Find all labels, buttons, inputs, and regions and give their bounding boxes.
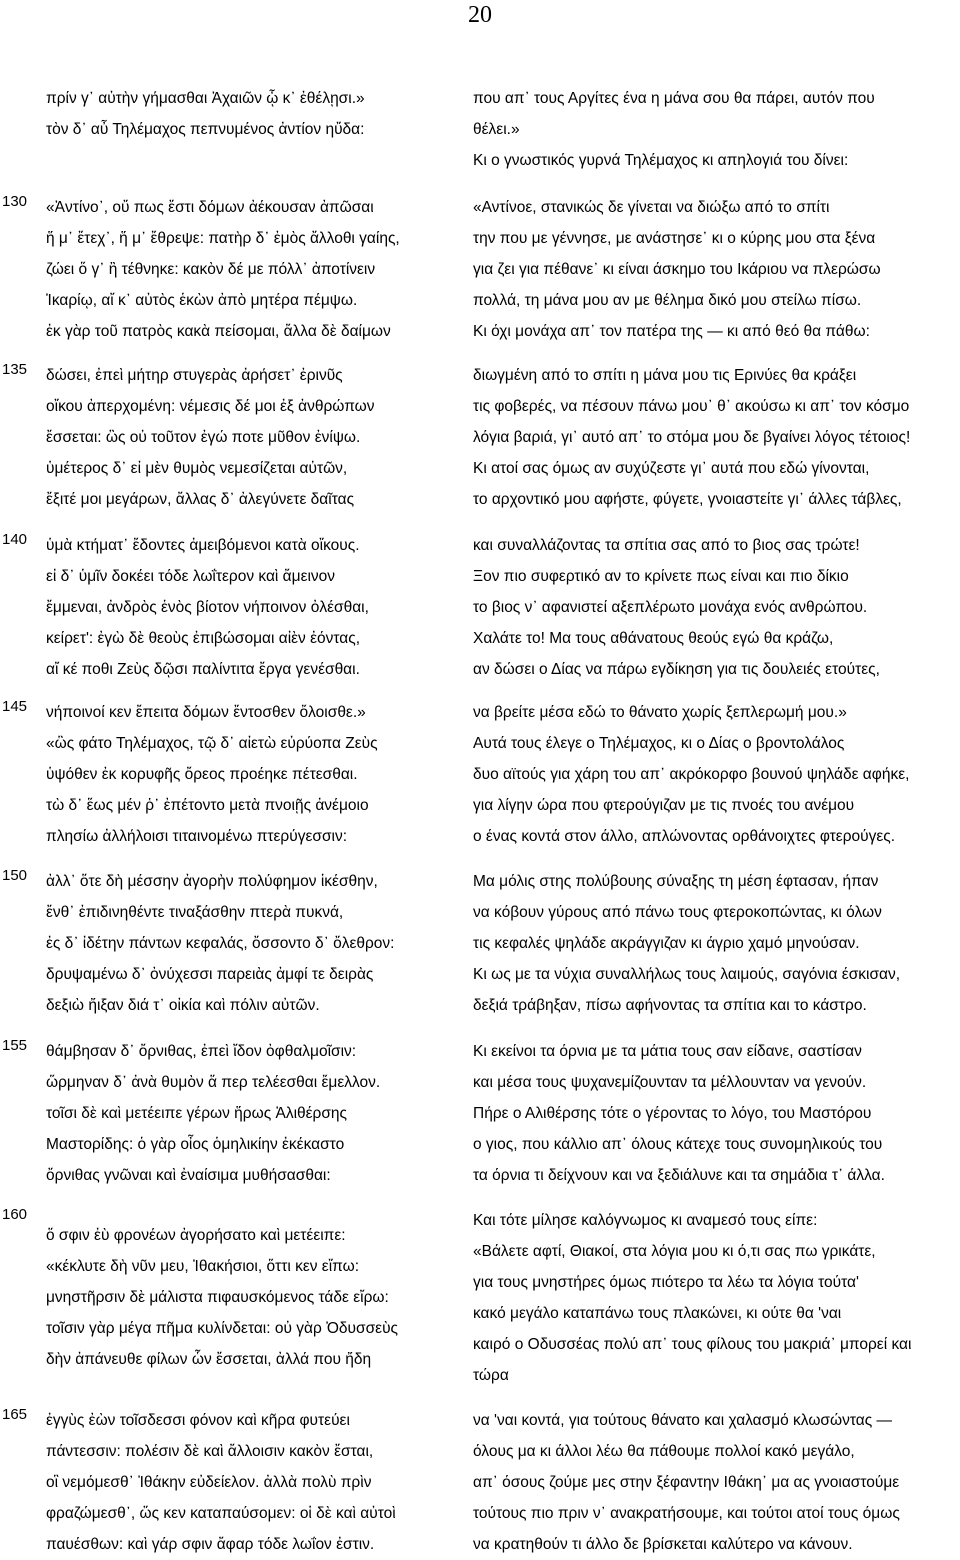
ancient-greek-line: τὼ δ᾽ ἕως μέν ῥ᾽ ἐπέτοντο μετὰ πνοιῇς ἀνέμοιο bbox=[46, 797, 369, 814]
ancient-greek-line: ὥρμηναν δ᾽ ἀνὰ θυμὸν ἅ περ τελέεσθαι ἔμελλον. bbox=[46, 1074, 381, 1091]
line-number: 165 bbox=[2, 1406, 28, 1423]
modern-greek-line: Κι εκείνοι τα όρνια με τα μάτια τους σαν είδανε, σαστίσαν bbox=[473, 1043, 862, 1060]
ancient-greek-line: πρίν γ᾽ αὐτὴν γήμασθαι Ἀχαιῶν ᾧ κ᾽ ἐθέλῃσι.» bbox=[46, 90, 365, 107]
ancient-greek-line: τοῖσιν γὰρ μέγα πῆμα κυλίνδεται: οὐ γὰρ Ὀδυσσεὺς bbox=[46, 1320, 399, 1337]
ancient-greek-line: Ἰκαρίῳ, αἴ κ᾽ αὐτὸς ἑκὼν ἀπὸ μητέρα πέμψω. bbox=[46, 292, 358, 309]
ancient-greek-line: τὸν δ᾽ αὖ Τηλέμαχος πεπνυμένος ἀντίον ηὔδα: bbox=[46, 121, 365, 138]
ancient-greek-line: τοῖσι δὲ καὶ μετέειπε γέρων ἥρως Ἁλιθέρσης bbox=[46, 1105, 348, 1122]
ancient-greek-line: ζώει ὅ γ᾽ ἢ τέθνηκε: κακὸν δέ με πόλλ᾽ ἀποτίνειν bbox=[46, 261, 376, 278]
modern-greek-line: απ᾽ όσους ζούμε μες στην ξέφαντην Ιθάκη᾽ μα ας γνοιαστούμε bbox=[473, 1474, 900, 1491]
modern-greek-column bbox=[473, 360, 953, 515]
ancient-greek-line: ἐγγὺς ἐὼν τοῖσδεσσι φόνον καὶ κῆρα φυτεύει bbox=[46, 1412, 350, 1429]
modern-greek-line: «Βάλετε αφτί, Θιακοί, στα λόγια μου κι ό,τι σας πω γρικάτε, bbox=[473, 1243, 876, 1260]
ancient-greek-column bbox=[46, 697, 466, 852]
ancient-greek-line: θάμβησαν δ᾽ ὄρνιθας, ἐπεὶ ἴδον ὀφθαλμοῖσιν: bbox=[46, 1043, 357, 1060]
modern-greek-line: και συναλλάζοντας τα σπίτια σας από το βιος σας τρώτε! bbox=[473, 537, 860, 554]
modern-greek-line: Μα μόλις στης πολύβουης σύναξης τη μέση έφτασαν, ήπαν bbox=[473, 873, 879, 890]
modern-greek-line: πολλά, τη μάνα μου αν με θέλημα δικό μου στείλω πίσω. bbox=[473, 292, 862, 309]
ancient-greek-column bbox=[46, 1036, 466, 1191]
ancient-greek-line: παυέσθων: καὶ γάρ σφιν ἄφαρ τόδε λωΐον ἐστιν. bbox=[46, 1536, 375, 1553]
modern-greek-line: τούτους πιο πριν ν᾽ ανακρατήσουμε, και τούτοι ατοί τους όμως bbox=[473, 1505, 900, 1522]
ancient-greek-line: ἀλλ᾽ ὅτε δὴ μέσσην ἀγορὴν πολύφημον ἱκέσθην, bbox=[46, 873, 378, 890]
modern-greek-line: Κι ως με τα νύχια συναλλήλως τους λαιμούς, σαγόνια έσκισαν, bbox=[473, 966, 901, 983]
modern-greek-line: Κι ο γνωστικός γυρνά Τηλέμαχος κι απηλογιά του δίνει: bbox=[473, 152, 849, 169]
modern-greek-column bbox=[473, 697, 953, 852]
modern-greek-column bbox=[473, 83, 953, 176]
modern-greek-line: Χαλάτε το! Μα τους αθάνατους θεούς εγώ θα κράζω, bbox=[473, 630, 834, 647]
ancient-greek-line: ἐκ γὰρ τοῦ πατρὸς κακὰ πείσομαι, ἄλλα δὲ δαίμων bbox=[46, 323, 391, 340]
ancient-greek-line: «Ἀντίνο᾽, οὔ πως ἔστι δόμων ἀέκουσαν ἀπῶσαι bbox=[46, 199, 374, 216]
ancient-greek-column bbox=[46, 1405, 466, 1560]
modern-greek-line: να 'ναι κοντά, για τούτους θάνατο και χαλασμό κλωσώντας — bbox=[473, 1412, 892, 1429]
modern-greek-line: το βιος ν᾽ αφανιστεί αξεπλέρωτο μονάχα ενός ανθρώπου. bbox=[473, 599, 868, 616]
ancient-greek-column bbox=[46, 192, 466, 347]
modern-greek-line: Κι όχι μονάχα απ᾽ τον πατέρα της — κι από θεό θα πάθω: bbox=[473, 323, 870, 340]
ancient-greek-line: πάντεσσιν: πολέσιν δὲ καὶ ἄλλοισιν κακὸν ἔσται, bbox=[46, 1443, 374, 1460]
ancient-greek-line: κείρετ': ἐγὼ δὲ θεοὺς ἐπιβώσομαι αἰὲν ἐόντας, bbox=[46, 630, 361, 647]
modern-greek-line: Και τότε μίλησε καλόγνωμος κι αναμεσό τους είπε: bbox=[473, 1212, 818, 1229]
modern-greek-line: «Αντίνοε, στανικώς δε γίνεται να διώξω από το σπίτι bbox=[473, 199, 830, 216]
line-number: 135 bbox=[2, 361, 28, 378]
ancient-greek-line: πλησίω ἀλλήλοισι τιταινομένω πτερύγεσσιν: bbox=[46, 828, 348, 845]
modern-greek-line: θέλει.» bbox=[473, 121, 520, 138]
modern-greek-line: να βρείτε μέσα εδώ το θάνατο χωρίς ξεπλερωμή μου.» bbox=[473, 704, 847, 721]
ancient-greek-line: ὑψόθεν ἐκ κορυφῆς ὄρεος προέηκε πέτεσθαι. bbox=[46, 766, 358, 783]
ancient-greek-column bbox=[46, 1220, 466, 1375]
ancient-greek-line: μνηστῆρσιν δὲ μάλιστα πιφαυσκόμενος τάδε εἴρω: bbox=[46, 1289, 389, 1306]
modern-greek-column bbox=[473, 866, 953, 1021]
modern-greek-line: την που με γέννησε, με ανάστησε᾽ κι ο κύρης μου στα ξένα bbox=[473, 230, 876, 247]
modern-greek-column bbox=[473, 1205, 953, 1391]
ancient-greek-line: ὄρνιθας γνῶναι καὶ ἐναίσιμα μυθήσασθαι: bbox=[46, 1167, 331, 1184]
line-number: 145 bbox=[2, 698, 28, 715]
modern-greek-column bbox=[473, 530, 953, 685]
modern-greek-line: που απ᾽ τους Αργίτες ένα η μάνα σου θα πάρει, αυτόν που bbox=[473, 90, 875, 107]
modern-greek-line: ο γιος, που κάλλιο απ᾽ όλους κάτεχε τους συνομηλικούς του bbox=[473, 1136, 883, 1153]
modern-greek-line: Κι ατοί σας όμως αν συχύζεστε γι᾽ αυτά που εδώ γίνονται, bbox=[473, 460, 870, 477]
modern-greek-line: για τους μνηστήρες όμως πιότερο τα λέω τα λόγια τούτα' bbox=[473, 1274, 859, 1291]
modern-greek-line: διωγμένη από το σπίτι η μάνα μου τις Ερινύες θα κράξει bbox=[473, 367, 857, 384]
modern-greek-line: δυο αϊτούς για χάρη του απ᾽ ακρόκορφο βουνού ψηλάδε αφήκε, bbox=[473, 766, 910, 783]
ancient-greek-line: νήποινοί κεν ἔπειτα δόμων ἔντοσθεν ὄλοισθε.» bbox=[46, 704, 366, 721]
modern-greek-line: όλους μα κι άλλοι λέω θα πάθουμε πολλοί κακό μεγάλο, bbox=[473, 1443, 855, 1460]
line-number: 140 bbox=[2, 531, 28, 548]
modern-greek-column bbox=[473, 192, 953, 347]
ancient-greek-line: ἔσσεται: ὣς οὐ τοῦτον ἐγώ ποτε μῦθον ἐνίψω. bbox=[46, 429, 361, 446]
modern-greek-line: για ζει για πέθανε᾽ κι είναι άσκημο του Ικάριου να πλερώσω bbox=[473, 261, 881, 278]
modern-greek-line: τώρα bbox=[473, 1367, 509, 1384]
modern-greek-line: αν δώσει ο Δίας να πάρω εγδίκηση για τις δουλειές ετούτες, bbox=[473, 661, 880, 678]
modern-greek-line: να κρατηθούν τι άλλο δε βρίσκεται καλύτερο να κάνουν. bbox=[473, 1536, 853, 1553]
ancient-greek-line: ἔνθ᾽ ἐπιδινηθέντε τιναξάσθην πτερὰ πυκνά, bbox=[46, 904, 344, 921]
ancient-greek-column bbox=[46, 866, 466, 1021]
ancient-greek-line: ἐς δ᾽ ἰδέτην πάντων κεφαλάς, ὄσσοντο δ᾽ ὄλεθρον: bbox=[46, 935, 395, 952]
ancient-greek-line: ὑμὰ κτήματ᾽ ἔδοντες ἀμειβόμενοι κατὰ οἴκους. bbox=[46, 537, 360, 554]
line-number: 150 bbox=[2, 867, 28, 884]
ancient-greek-column bbox=[46, 530, 466, 685]
modern-greek-line: το αρχοντικό μου αφήστε, φύγετε, γνοιαστείτε γι᾽ άλλες τάβλες, bbox=[473, 491, 902, 508]
modern-greek-line: Ξον πιο συφερτικό αν το κρίνετε πως είναι και πιο δίκιο bbox=[473, 568, 849, 585]
ancient-greek-line: «ὣς φάτο Τηλέμαχος, τῷ δ᾽ αἰετὼ εὐρύοπα Ζεὺς bbox=[46, 735, 378, 752]
ancient-greek-line: φραζώμεσθ᾽, ὥς κεν καταπαύσομεν: οἱ δὲ καὶ αὐτοὶ bbox=[46, 1505, 396, 1522]
ancient-greek-line: οἴκου ἀπερχομένη: νέμεσις δέ μοι ἐξ ἀνθρώπων bbox=[46, 398, 375, 415]
ancient-greek-line: «κέκλυτε δὴ νῦν μευ, Ἰθακήσιοι, ὅττι κεν εἴπω: bbox=[46, 1258, 360, 1275]
modern-greek-line: κακό μεγάλο καταπάνω τους πλακώνει, κι ούτε θα 'ναι bbox=[473, 1305, 842, 1322]
ancient-greek-line: δὴν ἀπάνευθε φίλων ὧν ἔσσεται, ἀλλά που ἤδη bbox=[46, 1351, 372, 1368]
modern-greek-line: τα όρνια τι δείχνουν και να ξεδιάλυνε και τα σημάδια τ᾽ άλλα. bbox=[473, 1167, 885, 1184]
modern-greek-line: Πήρε ο Αλιθέρσης τότε ο γέροντας το λόγο, του Μαστόρου bbox=[473, 1105, 872, 1122]
ancient-greek-line: ἔξιτέ μοι μεγάρων, ἄλλας δ᾽ ἀλεγύνετε δαῖτας bbox=[46, 491, 355, 508]
ancient-greek-line: δρυψαμένω δ᾽ ὀνύχεσσι παρειὰς ἀμφί τε δειρὰς bbox=[46, 966, 374, 983]
line-number: 130 bbox=[2, 193, 28, 210]
page-number: 20 bbox=[468, 2, 492, 28]
ancient-greek-line: ἔμμεναι, ἀνδρὸς ἑνὸς βίοτον νήποινον ὀλέσθαι, bbox=[46, 599, 369, 616]
ancient-greek-column bbox=[46, 83, 466, 145]
modern-greek-line: και μέσα τους ψυχανεμίζουνταν τα μέλλουνταν να γενούν. bbox=[473, 1074, 867, 1091]
ancient-greek-line: ἥ μ᾽ ἔτεχ᾽, ἥ μ᾽ ἔθρεψε: πατὴρ δ᾽ ἐμὸς ἄλλοθι γαίης, bbox=[46, 230, 400, 247]
ancient-greek-line: ὅ σφιν ἐὺ φρονέων ἀγορήσατο καὶ μετέειπε: bbox=[46, 1227, 346, 1244]
ancient-greek-line: δεξιὼ ἤιξαν διά τ᾽ οἰκία καὶ πόλιν αὐτῶν. bbox=[46, 997, 320, 1014]
modern-greek-line: δεξιά τράβηξαν, πίσω αφήνοντας τα σπίτια και το κάστρο. bbox=[473, 997, 867, 1014]
ancient-greek-line: αἴ κέ ποθι Ζεὺς δῷσι παλίντιτα ἔργα γενέσθαι. bbox=[46, 661, 360, 678]
modern-greek-line: Αυτά τους έλεγε ο Τηλέμαχος, κι ο Δίας ο βροντολάλος bbox=[473, 735, 845, 752]
modern-greek-line: για λίγην ώρα που φτερούγιζαν με τις πνοές του ανέμου bbox=[473, 797, 855, 814]
ancient-greek-line: οἳ νεμόμεσθ᾽ Ἰθάκην εὐδείελον. ἀλλὰ πολὺ πρὶν bbox=[46, 1474, 372, 1491]
modern-greek-line: τις φοβερές, να πέσουν πάνω μου᾽ θ᾽ ακούσω κι απ᾽ τον κόσμο bbox=[473, 398, 910, 415]
modern-greek-line: καιρό ο Οδυσσέας πολύ απ᾽ τους φίλους του μακριά᾽ μπορεί και bbox=[473, 1336, 912, 1353]
line-number: 160 bbox=[2, 1206, 28, 1223]
modern-greek-line: τις κεφαλές ψηλάδε ακράγγιζαν κι άγριο χαμό μηνούσαν. bbox=[473, 935, 860, 952]
modern-greek-line: λόγια βαριά, γι᾽ αυτό απ᾽ το στόμα μου δε βγαίνει λόγος τέτοιος! bbox=[473, 429, 911, 446]
line-number: 155 bbox=[2, 1037, 28, 1054]
modern-greek-line: να κόβουν γύρους από πάνω τους φτεροκοπώντας, κι όλων bbox=[473, 904, 882, 921]
ancient-greek-line: δώσει, ἐπεὶ μήτηρ στυγερὰς ἀρήσετ᾽ ἐρινῦς bbox=[46, 367, 343, 384]
ancient-greek-column bbox=[46, 360, 466, 515]
modern-greek-line: ο ένας κοντά στον άλλο, απλώνοντας ορθάνοιχτες φτερούγες. bbox=[473, 828, 896, 845]
ancient-greek-line: Μαστορίδης: ὁ γὰρ οἶος ὁμηλικίην ἐκέκαστο bbox=[46, 1136, 345, 1153]
ancient-greek-line: ὑμέτερος δ᾽ εἰ μὲν θυμὸς νεμεσίζεται αὐτῶν, bbox=[46, 460, 348, 477]
modern-greek-column bbox=[473, 1036, 953, 1191]
modern-greek-column bbox=[473, 1405, 953, 1560]
ancient-greek-line: εἰ δ᾽ ὑμῖν δοκέει τόδε λωΐτερον καὶ ἄμεινον bbox=[46, 568, 336, 585]
